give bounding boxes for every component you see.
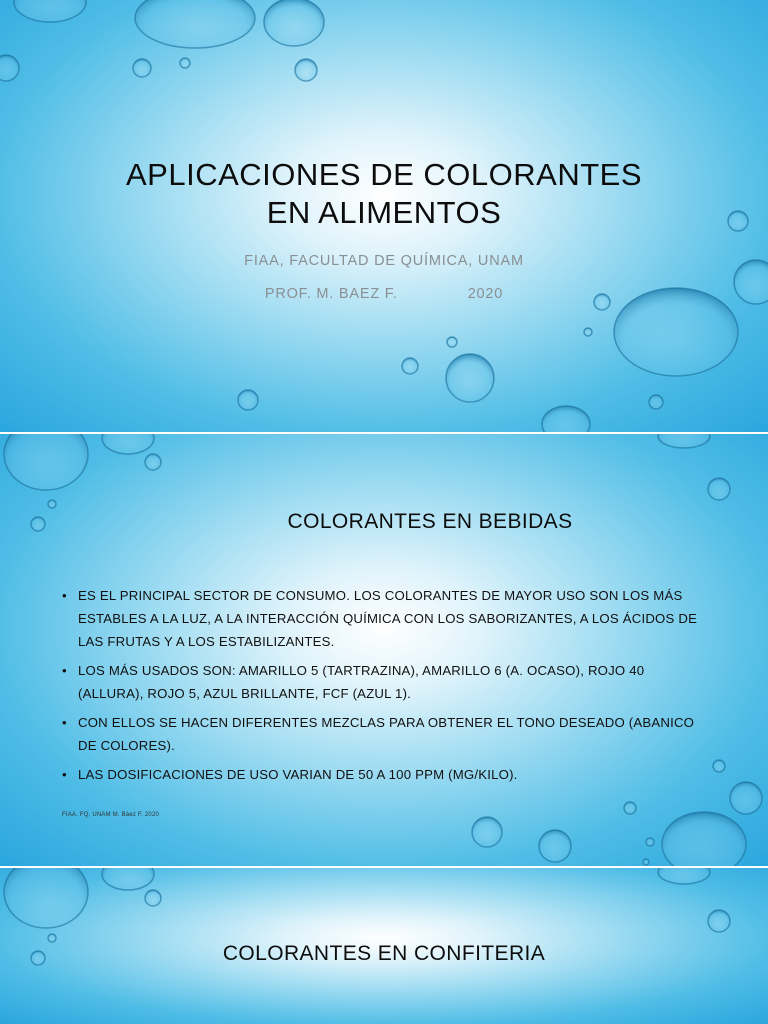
bullet-icon: •: [62, 663, 67, 678]
slide-footer: FIAA. FQ, UNAM M. Báez F. 2020: [62, 812, 160, 818]
subtitle-author-line: [0, 286, 768, 302]
list-item: [62, 763, 702, 786]
list-item: [62, 584, 702, 653]
slide-title: [0, 0, 768, 432]
bullet-text: LAS DOSIFICACIONES DE USO VARIAN DE 50 A 100 PPM (MG/KILO).: [78, 767, 518, 782]
slide-title-confiteria: COLORANTES EN CONFITERIA: [222, 942, 546, 965]
bullet-icon: •: [62, 588, 67, 603]
bullet-text: ES EL PRINCIPAL SECTOR DE CONSUMO. LOS COLORANTES DE MAYOR USO SON LOS MÁS ESTABLES A LA LUZ, A LA INTERACCIÓN QUÍMICA CON LOS SABORIZANTES, A LOS ÁCIDOS DE LAS FRUTAS Y A LOS ESTABILIZANTES.: [78, 588, 698, 649]
year: 2020: [467, 286, 504, 302]
bullet-text: CON ELLOS SE HACEN DIFERENTES MEZCLAS PARA OBTENER EL TONO DESEADO (ABANICO DE COLORES).: [78, 715, 695, 753]
bullet-list: [62, 584, 702, 792]
slide-beverages: [0, 434, 768, 866]
presentation-title: [0, 156, 768, 232]
bullet-icon: •: [62, 767, 67, 782]
bullet-icon: •: [62, 715, 67, 730]
bullet-text: LOS MÁS USADOS SON: AMARILLO 5 (TARTRAZINA), AMARILLO 6 (A. OCASO), ROJO 40 (ALLURA), ROJO 5, AZUL BRILLANTE, FCF (AZUL 1).: [78, 663, 645, 701]
subtitle-institution: FIAA, FACULTAD DE QUÍMICA, UNAM: [244, 253, 524, 269]
title-line-1: APLICACIONES DE COLORANTES: [125, 157, 642, 192]
title-line-2: EN ALIMENTOS: [266, 195, 502, 230]
author-name: PROF. M. BAEZ F.: [264, 286, 398, 302]
list-item: [62, 711, 702, 757]
list-item: [62, 659, 702, 705]
slide-title-bebidas: COLORANTES EN BEBIDAS: [287, 510, 573, 533]
slide-confectionery: [0, 868, 768, 1024]
